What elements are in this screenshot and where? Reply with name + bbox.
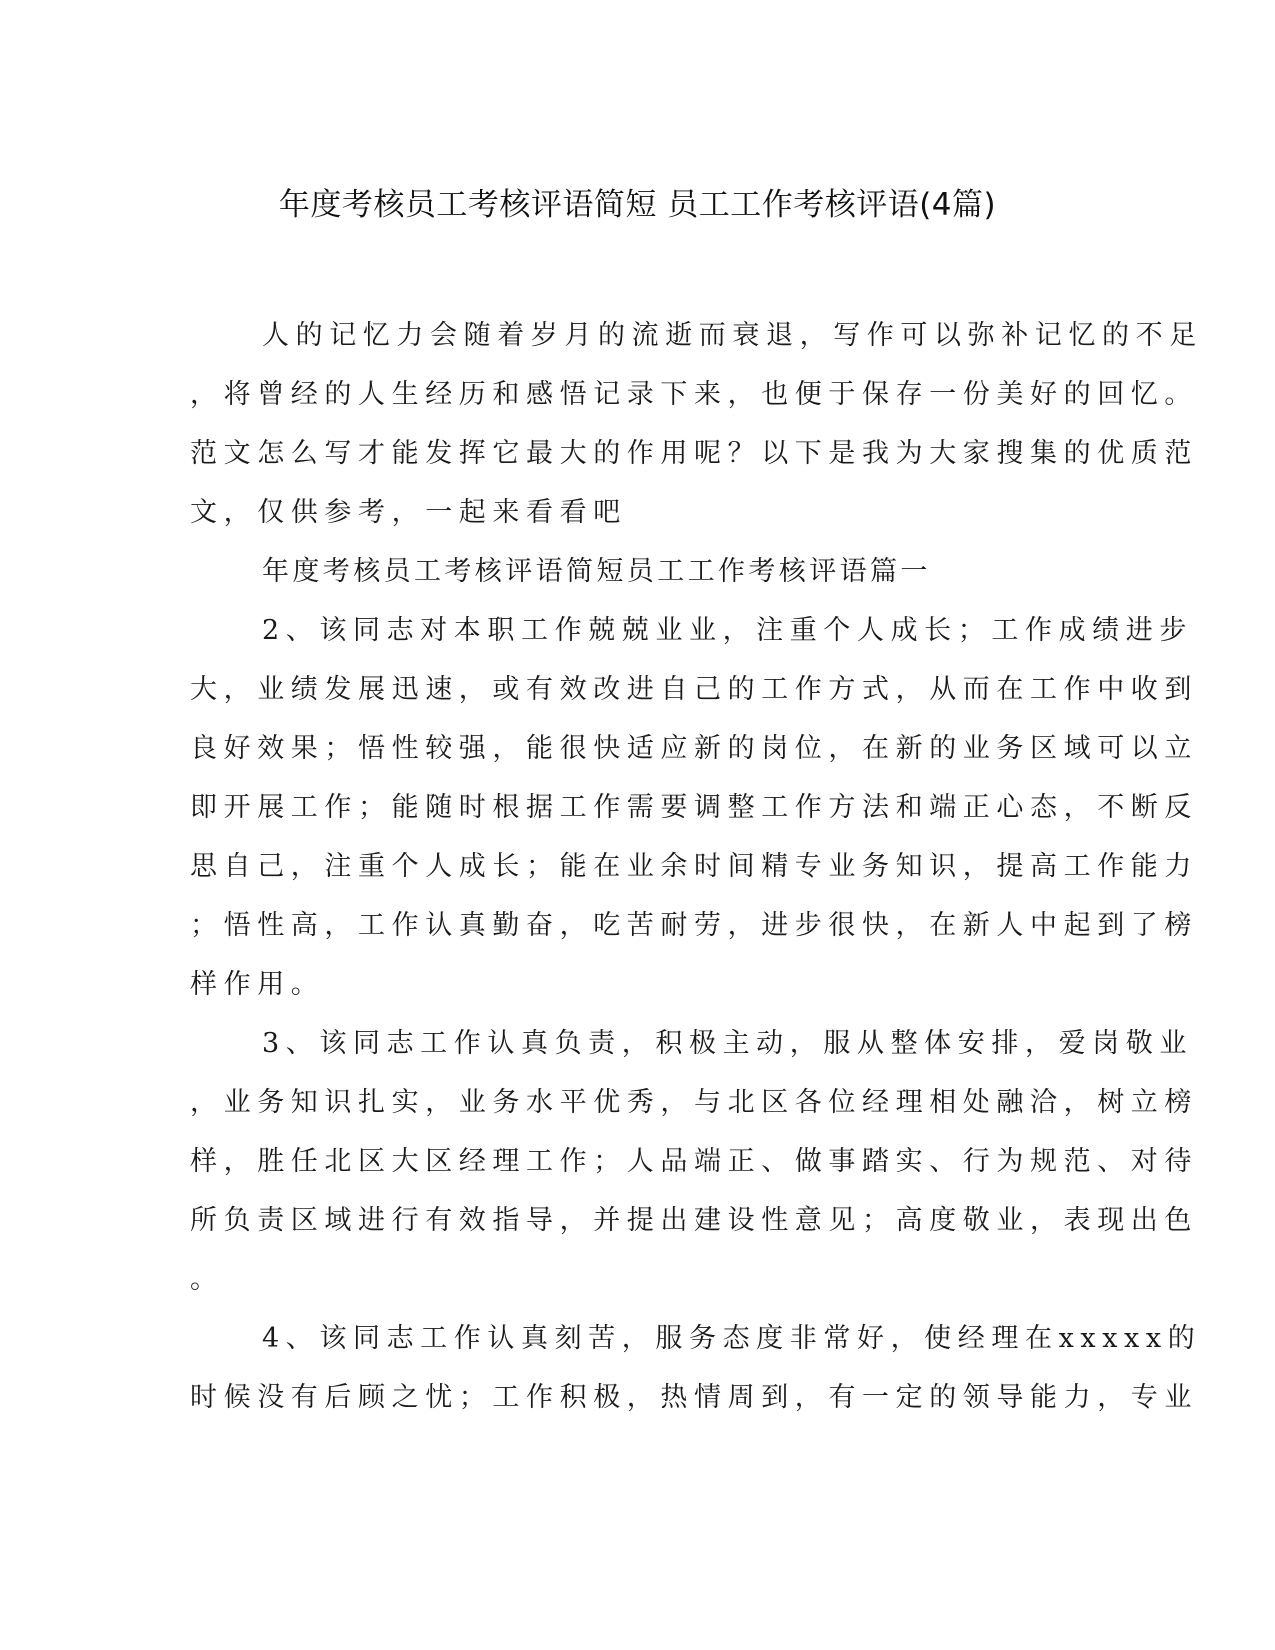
paragraph-line: 2、该同志对本职工作兢兢业业，注重个人成长；工作成绩进步 xyxy=(262,615,1193,646)
paragraph-line: 所负责区域进行有效指导，并提出建设性意见；高度敬业，表现出色 xyxy=(190,1205,1198,1236)
paragraph-line: 4、该同志工作认真刻苦，服务态度非常好，使经理在xxxxx的 xyxy=(262,1323,1202,1354)
paragraph-line: 良好效果；悟性较强，能很快适应新的岗位，在新的业务区域可以立 xyxy=(190,733,1198,764)
paragraph-line: 思自己，注重个人成长；能在业余时间精专业务知识，提高工作能力 xyxy=(190,851,1198,882)
paragraph-line: 样，胜任北区大区经理工作；人品端正、做事踏实、行为规范、对待 xyxy=(190,1146,1198,1177)
document-title: 年度考核员工考核评语简短 员工工作考核评语(4篇) xyxy=(278,187,997,223)
paragraph-line: 3、该同志工作认真负责，积极主动，服从整体安排，爱岗敬业 xyxy=(262,1028,1193,1059)
paragraph-line: 范文怎么写才能发挥它最大的作用呢？以下是我为大家搜集的优质范 xyxy=(190,438,1198,469)
paragraph-line: 样作用。 xyxy=(190,969,325,1000)
paragraph-line: 时候没有后顾之忧；工作积极，热情周到，有一定的领导能力，专业 xyxy=(190,1382,1198,1413)
paragraph-line: 大，业绩发展迅速，或有效改进自己的工作方式，从而在工作中收到 xyxy=(190,674,1198,705)
paragraph-line: ，将曾经的人生经历和感悟记录下来，也便于保存一份美好的回忆。 xyxy=(190,379,1198,410)
paragraph-line: ，业务知识扎实，业务水平优秀，与北区各位经理相处融洽，树立榜 xyxy=(190,1087,1198,1118)
paragraph-line: ；悟性高，工作认真勤奋，吃苦耐劳，进步很快，在新人中起到了榜 xyxy=(190,910,1198,941)
paragraph-line: 。 xyxy=(190,1264,224,1295)
paragraph-line: 人的记忆力会随着岁月的流逝而衰退，写作可以弥补记忆的不足 xyxy=(262,320,1203,351)
paragraph-line: 文，仅供参考，一起来看看吧 xyxy=(190,497,627,528)
paragraph-line: 即开展工作；能随时根据工作需要调整工作方法和端正心态，不断反 xyxy=(190,792,1198,823)
section-heading: 年度考核员工考核评语简短员工工作考核评语篇一 xyxy=(262,556,931,587)
